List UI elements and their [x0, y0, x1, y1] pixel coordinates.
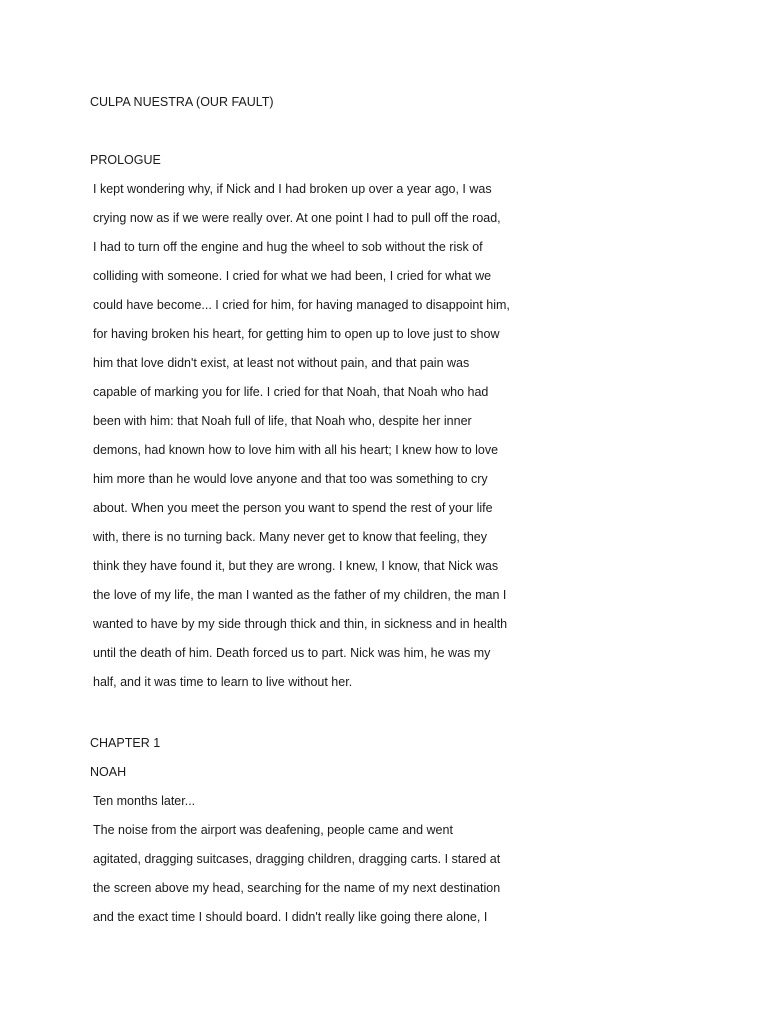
text-line: could have become... I cried for him, for having managed to disappoint him, — [93, 298, 510, 312]
text-line: The noise from the airport was deafening, people came and went — [93, 823, 453, 837]
text-line: him more than he would love anyone and that too was something to cry — [93, 472, 488, 486]
text-line: been with him: that Noah full of life, that Noah who, despite her inner — [93, 414, 472, 428]
text-line: I had to turn off the engine and hug the wheel to sob without the risk of — [93, 240, 483, 254]
text-line: the love of my life, the man I wanted as the father of my children, the man I — [93, 588, 507, 602]
document-title: CULPA NUESTRA (OUR FAULT) — [90, 95, 274, 109]
text-line: for having broken his heart, for getting him to open up to love just to show — [93, 327, 500, 341]
text-line: crying now as if we were really over. At one point I had to pull off the road, — [93, 211, 501, 225]
text-line: him that love didn't exist, at least not without pain, and that pain was — [93, 356, 470, 370]
prologue-text — [93, 181, 733, 703]
text-line: with, there is no turning back. Many never get to know that feeling, they — [93, 530, 487, 544]
prologue-heading: PROLOGUE — [90, 153, 161, 167]
text-line: the screen above my head, searching for the name of my next destination — [93, 881, 501, 895]
text-line: wanted to have by my side through thick and thin, in sickness and in health — [93, 617, 508, 631]
text-line: agitated, dragging suitcases, dragging children, dragging carts. I stared at — [93, 852, 501, 866]
chapter-narrator: NOAH — [90, 765, 127, 779]
text-line: and the exact time I should board. I didn't really like going there alone, I — [93, 910, 488, 924]
text-line: capable of marking you for life. I cried for that Noah, that Noah who had — [93, 385, 489, 399]
text-line: Ten months later... — [93, 794, 196, 808]
text-line: think they have found it, but they are wrong. I knew, I know, that Nick was — [93, 559, 499, 573]
text-line: until the death of him. Death forced us to part. Nick was him, he was my — [93, 646, 491, 660]
text-line: about. When you meet the person you want to spend the rest of your life — [93, 501, 493, 515]
chapter-heading: CHAPTER 1 — [90, 736, 161, 750]
text-line: I kept wondering why, if Nick and I had broken up over a year ago, I was — [93, 182, 492, 196]
text-line: colliding with someone. I cried for what we had been, I cried for what we — [93, 269, 492, 283]
text-line: demons, had known how to love him with all his heart; I knew how to love — [93, 443, 499, 457]
chapter-text — [93, 793, 733, 938]
text-line: half, and it was time to learn to live without her. — [93, 675, 353, 689]
